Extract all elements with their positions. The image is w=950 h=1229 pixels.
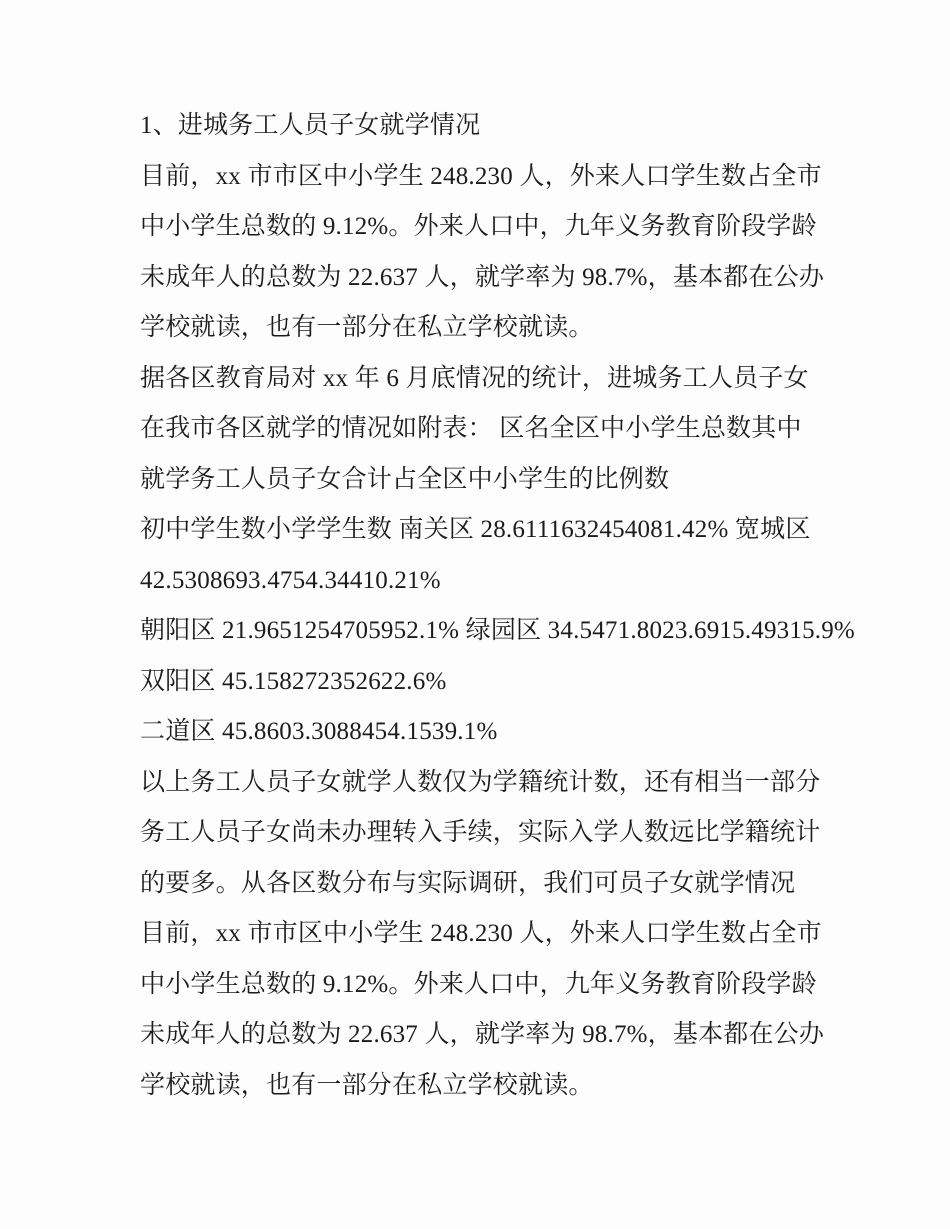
section-heading: 1、进城务工人员子女就学情况 bbox=[140, 112, 481, 139]
text-line: 的要多。从各区数分布与实际调研，我们可员子女就学情况 bbox=[140, 869, 796, 897]
text-line: 中小学生总数的 9.12%。外来人口中，九年义务教育阶段学龄 bbox=[140, 970, 817, 998]
text-line: 就学务工人员子女合计占全区中小学生的比例数 bbox=[140, 465, 670, 493]
text-line: 未成年人的总数为 22.637 人，就学率为 98.7%，基本都在公办 bbox=[140, 1021, 825, 1048]
table-data-line: 双阳区 45.158272352622.6% bbox=[140, 667, 447, 695]
table-data-line: 42.5308693.4754.34410.21% bbox=[140, 566, 441, 594]
text-line: 目前，xx 市市区中小学生 248.230 人，外来人口学生数占全市 bbox=[140, 162, 822, 190]
table-data-line: 二道区 45.8603.3088454.1539.1% bbox=[140, 718, 498, 745]
table-data-line: 初中学生数小学学生数 南关区 28.6111632454081.42% 宽城区 bbox=[140, 516, 811, 543]
text-line: 未成年人的总数为 22.637 人，就学率为 98.7%，基本都在公办 bbox=[140, 263, 825, 291]
text-line: 中小学生总数的 9.12%。外来人口中，九年义务教育阶段学龄 bbox=[140, 213, 817, 240]
text-line: 目前，xx 市市区中小学生 248.230 人，外来人口学生数占全市 bbox=[140, 920, 822, 947]
text-line: 据各区教育局对 xx 年 6 月底情况的统计，进城务工人员子女 bbox=[140, 364, 809, 392]
text-line: 在我市各区就学的情况如附表： 区名全区中小学生总数其中 bbox=[140, 415, 802, 442]
text-line: 学校就读，也有一部分在私立学校就读。 bbox=[140, 314, 594, 341]
text-line: 务工人员子女尚未办理转入手续，实际入学人数远比学籍统计 bbox=[140, 819, 821, 846]
text-line: 以上务工人员子女就学人数仅为学籍统计数，还有相当一部分 bbox=[140, 768, 821, 796]
document-body bbox=[140, 101, 855, 1111]
table-data-line: 朝阳区 21.9651254705952.1% 绿园区 34.5471.8023.6915.49315.9% bbox=[140, 617, 855, 644]
text-line: 学校就读，也有一部分在私立学校就读。 bbox=[140, 1071, 594, 1099]
